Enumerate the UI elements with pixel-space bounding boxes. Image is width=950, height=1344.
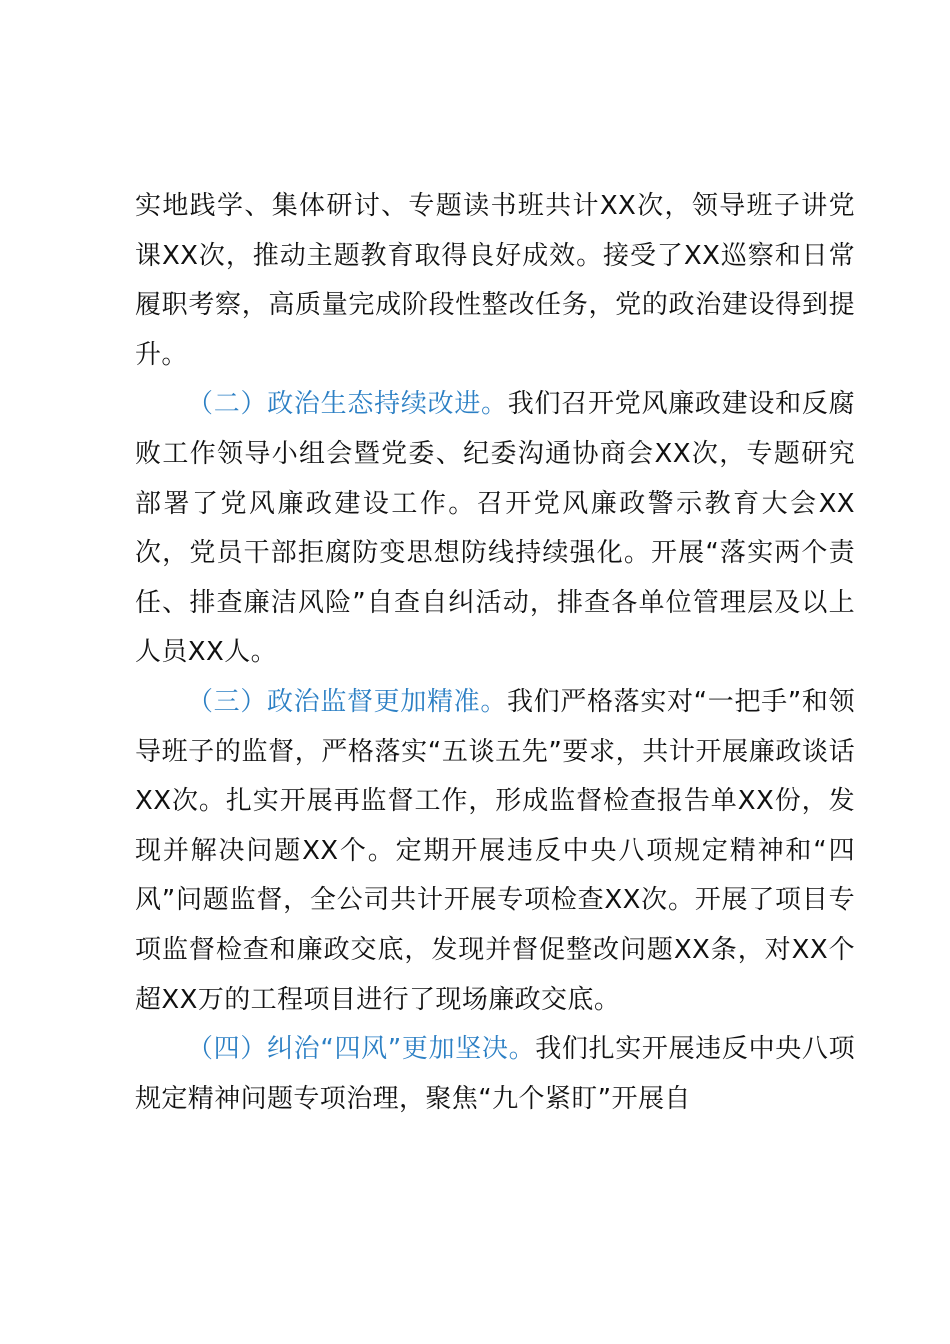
paragraph-4-body: 我们扎实开展违反中央八项规定精神问题专项治理，聚焦“九个紧盯”开展自 [135,1034,855,1114]
document-body [135,182,855,1124]
paragraph-political-ecology [135,380,855,678]
paragraph-political-supervision [135,678,855,1025]
paragraph-3-body: 我们严格落实对“一把手”和领导班子的监督，严格落实“五谈五先”要求，共计开展廉政谈话XX次。扎实开展再监督工作，形成监督检查报告单XX份，发现并解决问题XX个。定期开展违反中央八项规定精神和“四风”问题监督，全公司共计开展专项检查XX次。开展了项目专项监督检查和廉政交底，发现并督促整改问题XX条，对XX个超XX万的工程项目进行了现场廉政交底。 [135,686,855,1015]
section-heading-3: （三）政治监督更加精准。 [187,686,507,717]
section-heading-4: （四）纠治“四风”更加坚决。 [187,1034,536,1065]
paragraph-four-winds [135,1025,855,1124]
section-heading-2: （二）政治生态持续改进。 [187,389,508,420]
paragraph-2-body: 我们召开党风廉政建设和反腐败工作领导小组会暨党委、纪委沟通协商会XX次，专题研究部署了党风廉政建设工作。召开党风廉政警示教育大会XX次，党员干部拒腐防变思想防线持续强化。开展“落实两个责任、排查廉洁风险”自查自纠活动，排查各单位管理层及以上人员XX人。 [135,389,855,668]
paragraph-1-body: 实地践学、集体研讨、专题读书班共计XX次，领导班子讲党课XX次，推动主题教育取得良好成效。接受了XX巡察和日常履职考察，高质量完成阶段性整改任务，党的政治建设得到提升。 [135,191,855,370]
paragraph-continuation [135,182,855,380]
